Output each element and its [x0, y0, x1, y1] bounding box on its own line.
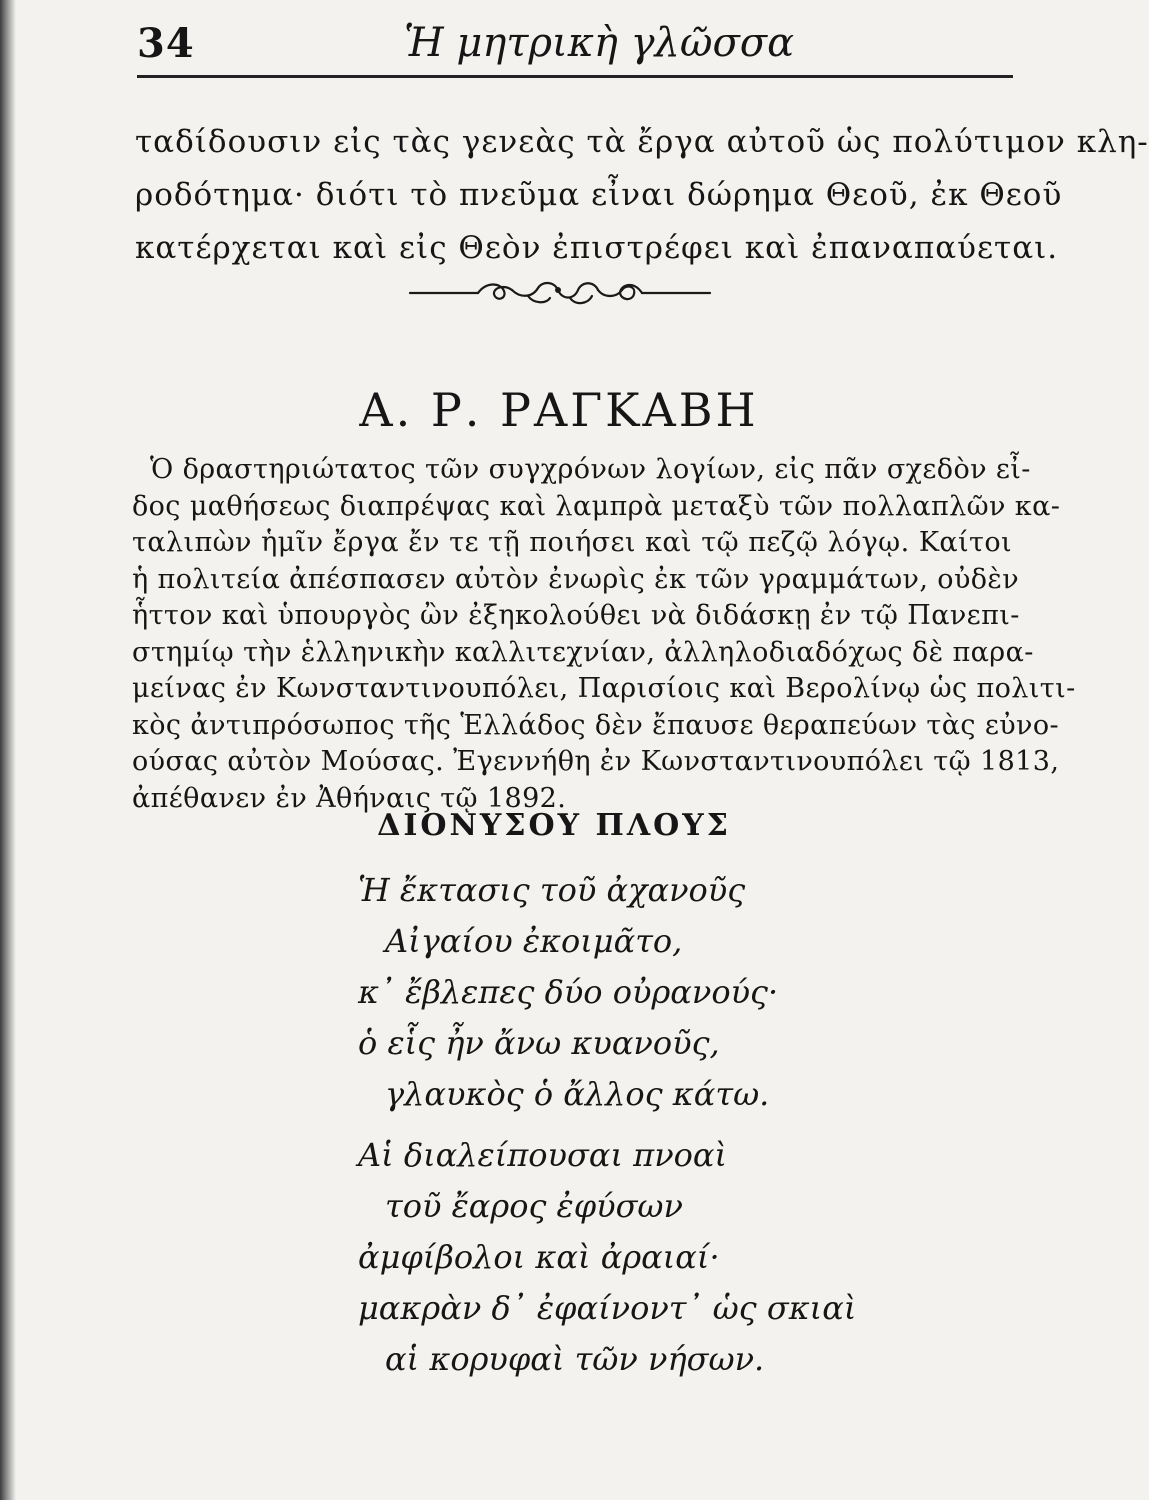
text-line: ἧττον καὶ ὑπουργὸς ὢν ἐξηκολούθει νὰ διδάσκῃ ἐν τῷ Πανεπι-: [132, 600, 1020, 631]
text-line: ταλιπὼν ἡμῖν ἔργα ἔν τε τῇ ποιήσει καὶ τῷ πεζῷ λόγῳ. Καίτοι: [132, 527, 1012, 558]
poem-verse: Αἰγαίου ἐκοιμᾶτο,: [385, 922, 683, 960]
poem-verse: ὁ εἷς ἦν ἄνω κυανοῦς,: [358, 1024, 720, 1062]
binding-shadow: [0, 0, 16, 1500]
text-line: ἀπέθανεν ἐν Ἀθήναις τῷ 1892.: [132, 782, 567, 814]
poem-verse: γλαυκὸς ὁ ἄλλος κάτω.: [385, 1075, 770, 1113]
ornament-divider-icon: [408, 272, 712, 312]
text-line: μείνας ἐν Κωνσταντινουπόλει, Παρισίοις καὶ Βερολίνῳ ὡς πολιτι-: [132, 673, 1076, 704]
text-line: στημίῳ τὴν ἑλληνικὴν καλλιτεχνίαν, ἀλληλοδιαδόχως δὲ παρα-: [132, 636, 1034, 668]
poem-verse: κ᾿ ἔβλεπες δύο οὐρανούς·: [358, 973, 779, 1011]
text-line: ροδότημα· διότι τὸ πνεῦμα εἶναι δώρημα Θεοῦ, ἐκ Θεοῦ: [135, 177, 1063, 213]
text-line: κατέρχεται καὶ εἰς Θεὸν ἐπιστρέφει καὶ ἐπαναπαύεται.: [135, 230, 1059, 266]
poem-verse: ἀμφίβολοι καὶ ἀραιαί·: [358, 1238, 720, 1276]
poem-title: ΔΙΟΝΥΣΟΥ ΠΛΟΥΣ: [377, 808, 731, 843]
page-number: 34: [137, 20, 195, 67]
text-line: κὸς ἀντιπρόσωπος τῆς Ἑλλάδος δὲν ἔπαυσε θεραπεύων τὰς εὐνο-: [132, 709, 1060, 741]
poem-verse: Αἱ διαλείπουσαι πνοαὶ: [358, 1136, 728, 1174]
header-rule: [137, 75, 1013, 78]
text-line: ἡ πολιτεία ἀπέσπασεν αὐτὸν ἐνωρὶς ἐκ τῶν γραμμάτων, οὐδὲν: [132, 563, 1020, 595]
text-line: Ὁ δραστηριώτατος τῶν συγχρόνων λογίων, εἰς πᾶν σχεδὸν εἶ-: [150, 454, 1031, 485]
continued-paragraph: [135, 116, 1149, 275]
text-line: ούσας αὐτὸν Μούσας. Ἐγεννήθη ἐν Κωνσταντινουπόλει τῷ 1813,: [132, 746, 1060, 777]
running-title: Ἡ μητρικὴ γλῶσσα: [404, 20, 795, 66]
text-line: ταδίδουσιν εἰς τὰς γενεὰς τὰ ἔργα αὐτοῦ ὡς πολύτιμον κλη-: [135, 124, 1149, 160]
author-heading: Α. Ρ. ΡΑΓΚΑΒΗ: [359, 383, 759, 437]
poem-verse: μακρὰν δ᾿ ἐφαίνοντ᾿ ὡς σκιαὶ: [358, 1289, 857, 1327]
poem-verse: Ἡ ἔκτασις τοῦ ἀχανοῦς: [358, 871, 746, 909]
text-line: δος μαθήσεως διαπρέψας καὶ λαμπρὰ μεταξὺ τῶν πολλαπλῶν κα-: [132, 490, 1061, 522]
author-biography: [132, 452, 1076, 817]
poem-verse: αἱ κορυφαὶ τῶν νήσων.: [385, 1340, 765, 1378]
poem-verse: τοῦ ἔαρος ἐφύσων: [385, 1187, 683, 1225]
page-header: [0, 14, 1038, 74]
